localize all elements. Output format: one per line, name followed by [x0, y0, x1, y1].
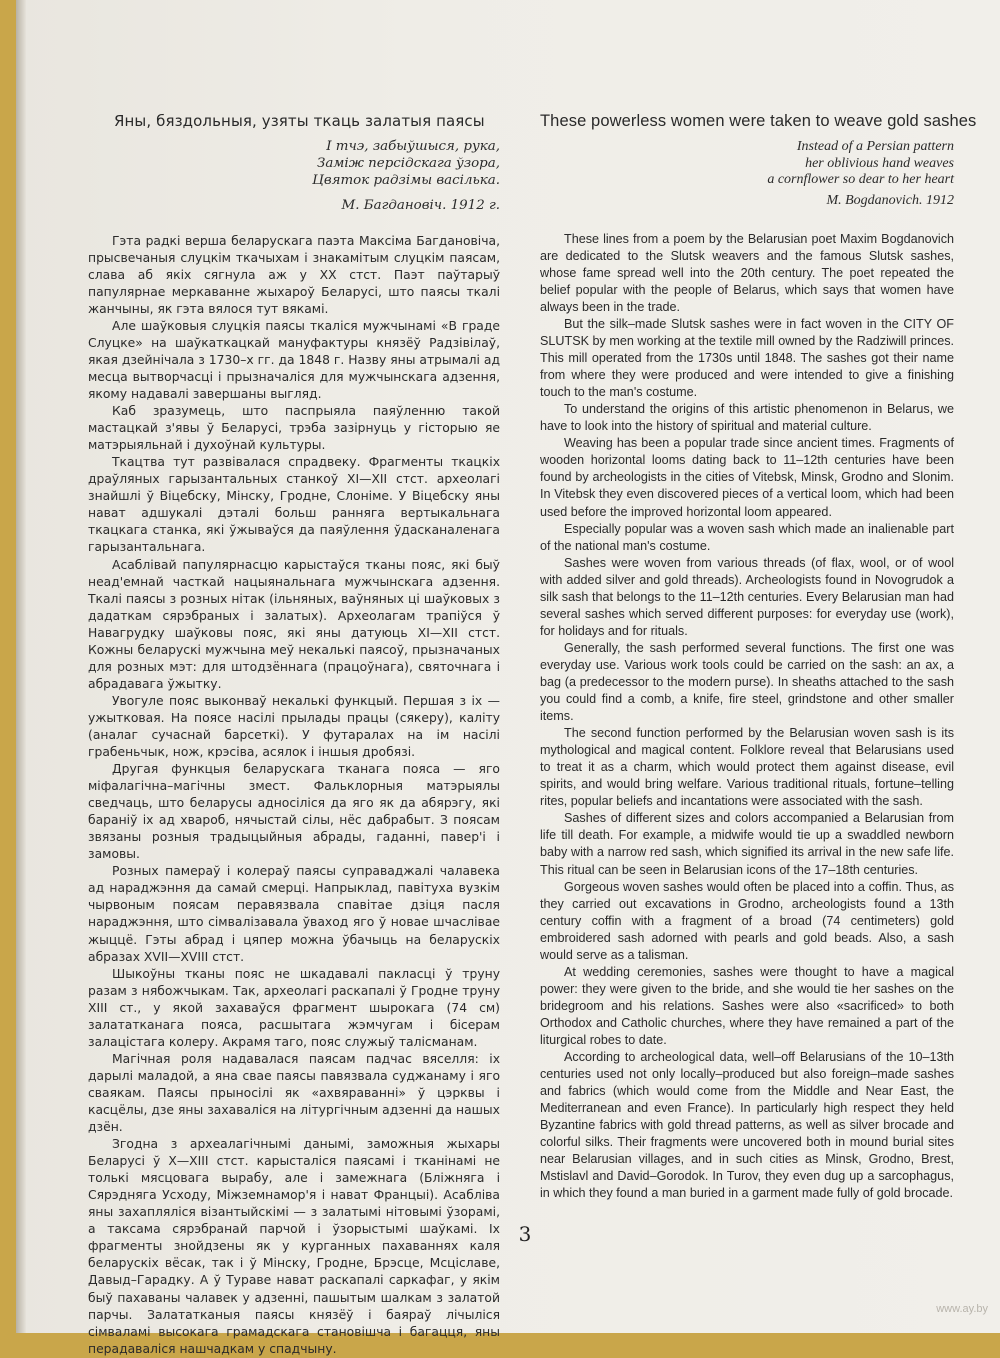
- paragraph: The second function performed by the Belarusian woven sash is its mythological and magical content. Folklore reveal that Belarusians used to treat it as a charm, which would protect them against disease, evil spirits, and would bring welfare. Various traditional rituals, fortune–telling rites, popular beliefs and incantations were associated with the sash.: [540, 725, 954, 810]
- epigraph-line: Цвяток радзімы васілька.: [88, 172, 500, 189]
- paragraph: According to archeological data, well–off Belarusians of the 10–13th centuries used not only locally–produced but also foreign–made sashes and fabrics (which would come from the Middle and Near East, the Mediterranean and even France). In particularly high respect they held Byzantine fabrics with gold thread patterns, as well as silver brocade and colorful silks. Their fragments were uncovered both in mound burial sites near Belarusian villages, and in such cities as Minsk, Grodno, Brest, Mstislavl and David–Gorodok. In Turov, they even dug up a sarcophagus, in which they found a man buried in a garment made fully of gold brocade.: [540, 1049, 954, 1202]
- belarusian-title: Яны, бяздольныя, узяты ткаць залатыя паясы: [114, 112, 500, 130]
- watermark: www.ay.by: [936, 1303, 988, 1315]
- paragraph: Generally, the sash performed several functions. The first one was everyday use. Various work tools could be carried on the sash: an ax, a bag (a predecessor to the modern purse). In sheaths attached to the sash you could find a comb, a knife, fire steel, grindstone and other smaller items.: [540, 640, 954, 725]
- belarusian-column: [88, 112, 500, 1358]
- epigraph-line: Заміж персідскага ўзора,: [88, 155, 500, 172]
- english-column: [540, 112, 954, 1202]
- paragraph: Увогуле пояс выконваў некалькі функцый. Першая з іх — ужытковая. На поясе насілі прылады працы (сякеру), каліту (аналаг сучаснай барсеткі). У футаралах на ім насілі грабеньчык, нож, крэсіва, асялок і іншыя дробязі.: [88, 693, 500, 761]
- english-epigraph: [540, 139, 954, 189]
- paragraph: Але шаўковыя слуцкія паясы ткаліся мужчынамі «В граде Слуцке» на шаўкаткацкай мануфактуры князёў Радзівілаў, якая дзейнічала з 1730–х гг. да 1848 г. Назву яны атрымалі ад месца вытворчасці і прызначаліся для мужчынскага адзення, якому надавалі завершаны выгляд.: [88, 318, 500, 403]
- paragraph: Другая функцыя беларускага тканага пояса — яго міфалагічна–магічны змест. Фальклорныя матэрыялы сведчаць, што беларусы адносіліся да яго як да абярэгу, які бараніў іх ад хвароб, нячыстай сілы, нёс дабрабыт. З поясам звязаны розныя традыцыйныя абрады, гаданні, павер'і і замовы.: [88, 761, 500, 863]
- paragraph: Шыкоўны тканы пояс не шкадавалі пакласці ў труну разам з нябожчыкам. Так, археолагі раскапалі ў Гродне труну XIII ст., у якой захаваўся фрагмент шырокага (74 см) залататканага пояса, расшытага жэмчугам і бісерам залацістага колеру. Акрамя таго, пояс служыў талісманам.: [88, 966, 500, 1051]
- paragraph: Магічная роля надавалася паясам падчас вяселля: іх дарылі маладой, а яна свае паясы павязвала суджанаму і яго сваякам. Паясы прыносілі як «ахвяраванні» ў цэрквы і касцёлы, дзе яны захаваліся на літургічным адзенні да нашых дзён.: [88, 1051, 500, 1136]
- belarusian-epigraph-author: М. Багдановіч. 1912 г.: [88, 198, 500, 213]
- paragraph: Асаблівай папулярнасцю карыстаўся тканы пояс, які быў неад'емнай часткай нацыянальнага мужчынскага адзення. Ткалі паясы з розных нітак (ільняных, ваўняных ці шаўковых з дадаткам сярэбраных і залатых). Археолагам трапіўся ў Навагрудку шаўковы пояс, які яны датуюць XI—XII стст. Кожны беларускі мужчына меў некалькі паясоў, прызначаных для розных мэт: для штодзённага (працоўнага), святочнага і абрадавага ўжытку.: [88, 557, 500, 693]
- english-epigraph-author: M. Bogdanovich. 1912: [540, 193, 954, 209]
- paragraph: Sashes of different sizes and colors accompanied a Belarusian from life till death. For example, a midwife would tie up a swaddled newborn baby with a narrow red sash, which signified its arrival in the new safe life. This ritual can be seen in Belarusian icons of the 17–18th centuries.: [540, 810, 954, 878]
- paragraph: Каб зразумець, што паспрыяла паяўленню такой мастацкай з'явы ў Беларусі, трэба зазірнуць у гісторыю яе матэрыяльнай і духоўнай культуры.: [88, 403, 500, 454]
- belarusian-epigraph: [88, 138, 500, 190]
- paragraph: Гэта радкі верша беларускага паэта Максіма Багдановіча, прысвечаныя слуцкім ткачыхам і знакамітым слуцкім паясам, слава аб якіх сягнула аж у XX стст. Паэт паўтарыў папулярнае меркаванне жыхароў Беларусі, што паясы ткалі жанчыны, як гэта вялося тут вякамі.: [88, 233, 500, 318]
- belarusian-body: [88, 233, 500, 1358]
- paragraph: Gorgeous woven sashes would often be placed into a coffin. Thus, as they carried out excavations in Grodno, archeologists found a 13th century coffin with a fragment of a broad (74 centimeters) gold embroidered sash adorned with pearls and gold beads. Also, a sash would serve as a talisman.: [540, 879, 954, 964]
- epigraph-line: Instead of a Persian pattern: [540, 139, 954, 156]
- epigraph-line: her oblivious hand weaves: [540, 156, 954, 173]
- paragraph: Ткацтва тут развівалася спрадвеку. Фрагменты ткацкіх драўляных гарызантальных станкоў XI—XII стст. археолагі знайшлі ў Віцебску, Мінску, Гродне, Слоніме. У Віцебску яны нават адшукалі дэталі больш ранняга вертыкальнага ткацкага станка, які ўжываўся да паяўлення ўдасканаленага гарызантальнага.: [88, 454, 500, 556]
- paragraph: These lines from a poem by the Belarusian poet Maxim Bogdanovich are dedicated to the Slutsk weavers and the famous Slutsk sashes, whose fame spread well into the 20th century. The poet repeated the belief popular with the people of Belarus, which says that women have always been in the trade.: [540, 231, 954, 316]
- paragraph: Розных памераў і колераў паясы суправаджалі чалавека ад нараджэння да самай смерці. Напрыклад, павітуха вузкім чырвоным поясам перавязвала спавітае дзіця пасля нараджэння, што сімвалізавала ўваход яго ў новае шчаслівае жыццё. Гэты абрад і цяпер можна ўбачыць на беларускіх абразах XVII—XVIII стст.: [88, 863, 500, 965]
- paragraph: At wedding ceremonies, sashes were thought to have a magical power: they were given to the bride, and she would tie her sashes on the bridegroom and his relations. Sashes were also «sacrificed» to both Orthodox and Catholic churches, where they have remained a part of the liturgical robes to date.: [540, 964, 954, 1049]
- epigraph-line: a cornflower so dear to her heart: [540, 172, 954, 189]
- paragraph: But the silk–made Slutsk sashes were in fact woven in the CITY OF SLUTSK by men working at the textile mill owned by the Radziwill princes. This mill operated from the 1730s until 1848. The sashes got their name from where they were produced and were intended to give a finishing touch to the man's costume.: [540, 316, 954, 401]
- epigraph-line: І тчэ, забыўшыся, рука,: [88, 138, 500, 155]
- page-number: 3: [510, 1222, 540, 1246]
- paragraph: To understand the origins of this artistic phenomenon in Belarus, we have to look into the history of spiritual and material culture.: [540, 401, 954, 435]
- book-spine: [16, 0, 26, 1333]
- english-body: [540, 231, 954, 1203]
- english-title: These powerless women were taken to weave gold sashes: [540, 112, 954, 131]
- paragraph: Weaving has been a popular trade since ancient times. Fragments of wooden horizontal looms dating back to 11–12th centuries have been found by archeologists in the cities of Vitebsk, Minsk, Grodno and Slonim. In Vitebsk they even discovered pieces of a vertical loom, which had been used before the improved horizontal loom appeared.: [540, 435, 954, 520]
- paragraph: Especially popular was a woven sash which made an inalienable part of the national man's costume.: [540, 521, 954, 555]
- paragraph: Sashes were woven from various threads (of flax, wool, or of wool with added silver and gold threads). Archeologists found in Novogrudok a silk sash that belongs to the 11–12th centuries. Every Belarusian man had several sashes which served different purposes: for everyday use (work), for holidays and for rituals.: [540, 555, 954, 640]
- paragraph: Згодна з археалагічнымі данымі, заможныя жыхары Беларусі ў X—XIII стст. карысталіся паясамі і тканінамі не толькі мясцовага вырабу, але і замежнага (Бліжняга і Сярэдняга Усходу, Міжземнамор'я і нават Францыі). Асабліва яны захапляліся візантыйскімі — з залатымі нітовымі ўзорамі, а таксама сярэбранай парчой і ўзорыстымі шаўкамі. Іх фрагменты знойдзены як у курганных пахаваннях каля беларускіх вёсак, так і ў Мінску, Гродне, Брэсце, Мсціславе, Давыд–Гарадку. А ў Тураве нават раскапалі саркафаг, у якім быў пахаваны чалавек у адзенні, пашытым шалкам з залатой парчы. Залататканыя паясы князёў і баяраў лічыліся сімваламі высокага грамадскага становішча і багацця, яны перадаваліся нашчадкам у спадчыну.: [88, 1136, 500, 1358]
